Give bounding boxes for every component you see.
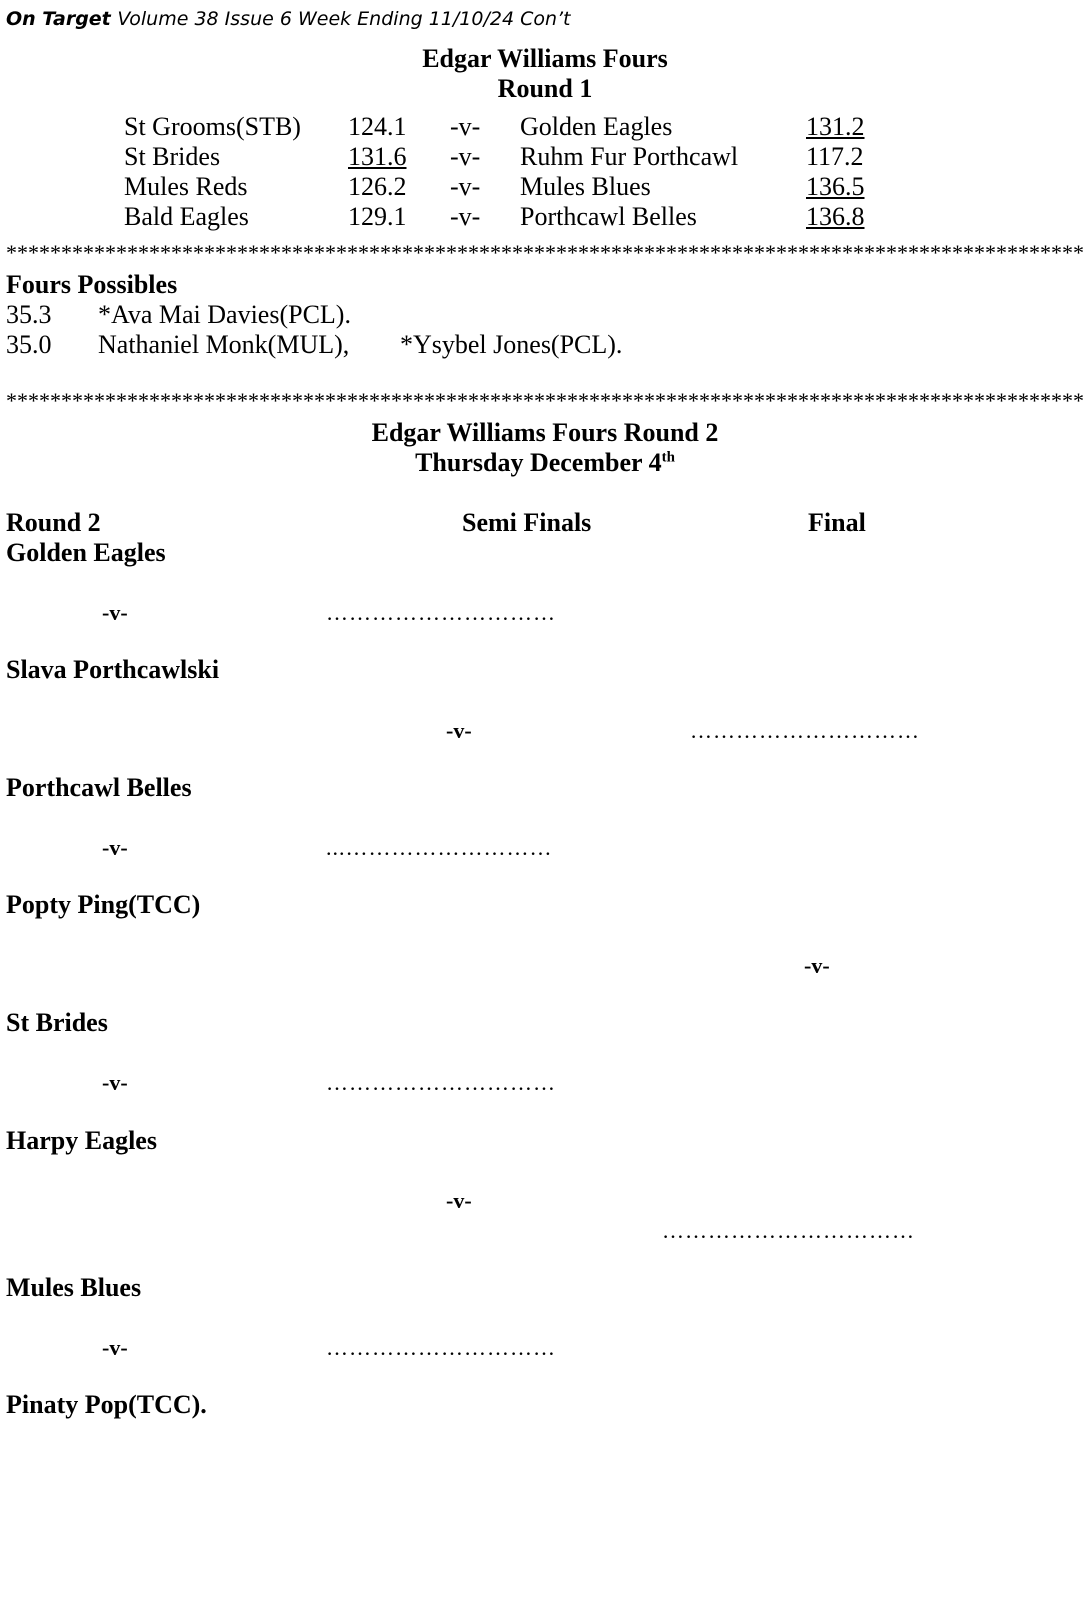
column-final: Final bbox=[808, 508, 866, 537]
team-name: St Brides bbox=[124, 142, 221, 171]
possible-name: Nathaniel Monk(MUL), bbox=[98, 330, 350, 359]
final-entry-line: …………………………… bbox=[662, 1218, 915, 1243]
team-name: Ruhm Fur Porthcawl bbox=[520, 142, 739, 171]
versus-label: -v- bbox=[102, 1070, 128, 1095]
home-score: 126.2 bbox=[348, 172, 407, 201]
round1-title: Edgar Williams Fours bbox=[422, 44, 668, 73]
versus-label: -v- bbox=[450, 172, 481, 201]
versus-label: -v- bbox=[102, 835, 128, 860]
versus-label: -v- bbox=[446, 1188, 472, 1213]
issue-info: Volume 38 Issue 6 Week Ending 11/10/24 Con’t bbox=[117, 8, 571, 30]
column-round2: Round 2 bbox=[6, 508, 101, 537]
home-score: 131.6 bbox=[348, 142, 407, 171]
separator: ************************************************************************************************** bbox=[6, 388, 1084, 413]
away-score: 117.2 bbox=[806, 142, 864, 171]
team-name: Mules Blues bbox=[520, 172, 651, 201]
semi-final-entry-line: ………………………… bbox=[326, 1335, 556, 1360]
round2-date bbox=[0, 448, 1090, 478]
team-name: Bald Eagles bbox=[124, 202, 249, 231]
versus-label: -v- bbox=[450, 202, 481, 231]
versus-label: -v- bbox=[102, 1335, 128, 1360]
away-score: 136.8 bbox=[806, 202, 865, 231]
possibles-title: Fours Possibles bbox=[6, 270, 178, 299]
semi-final-entry-line: ...……………………… bbox=[326, 835, 553, 860]
team-name: Harpy Eagles bbox=[6, 1126, 157, 1155]
versus-label: -v- bbox=[450, 142, 481, 171]
team-name: Porthcawl Belles bbox=[520, 202, 697, 231]
versus-label: -v- bbox=[446, 718, 472, 743]
round2-date-text: Thursday December 4 bbox=[415, 448, 662, 477]
team-name: Golden Eagles bbox=[520, 112, 673, 141]
round1-subtitle: Round 1 bbox=[497, 74, 593, 103]
possible-name: *Ysybel Jones(PCL). bbox=[400, 330, 623, 359]
team-name: Mules Blues bbox=[6, 1273, 142, 1302]
round2-title: Edgar Williams Fours Round 2 bbox=[371, 418, 719, 447]
final-entry-line: ………………………… bbox=[690, 718, 920, 743]
round2-date-suffix: th bbox=[661, 449, 675, 466]
versus-label: -v- bbox=[102, 600, 128, 625]
home-score: 129.1 bbox=[348, 202, 407, 231]
away-score: 131.2 bbox=[806, 112, 865, 141]
team-name: St Brides bbox=[6, 1008, 108, 1037]
team-name: Porthcawl Belles bbox=[6, 773, 192, 802]
possible-name: *Ava Mai Davies(PCL). bbox=[98, 300, 351, 329]
team-name: Golden Eagles bbox=[6, 538, 166, 567]
page-header bbox=[6, 8, 571, 30]
possible-score: 35.0 bbox=[6, 330, 52, 359]
column-semi-finals: Semi Finals bbox=[462, 508, 592, 537]
team-name: Slava Porthcawlski bbox=[6, 655, 220, 684]
away-score: 136.5 bbox=[806, 172, 865, 201]
separator: ************************************************************************************************** bbox=[6, 240, 1084, 265]
semi-final-entry-line: ………………………… bbox=[326, 1070, 556, 1095]
team-name: Mules Reds bbox=[124, 172, 248, 201]
team-name: Pinaty Pop(TCC). bbox=[6, 1390, 207, 1419]
team-name: Popty Ping(TCC) bbox=[6, 890, 201, 919]
team-name: St Grooms(STB) bbox=[124, 112, 301, 141]
possible-score: 35.3 bbox=[6, 300, 52, 329]
newsletter-title: On Target bbox=[6, 8, 111, 30]
versus-label: -v- bbox=[804, 953, 830, 978]
versus-label: -v- bbox=[450, 112, 481, 141]
semi-final-entry-line: ………………………… bbox=[326, 600, 556, 625]
home-score: 124.1 bbox=[348, 112, 407, 141]
